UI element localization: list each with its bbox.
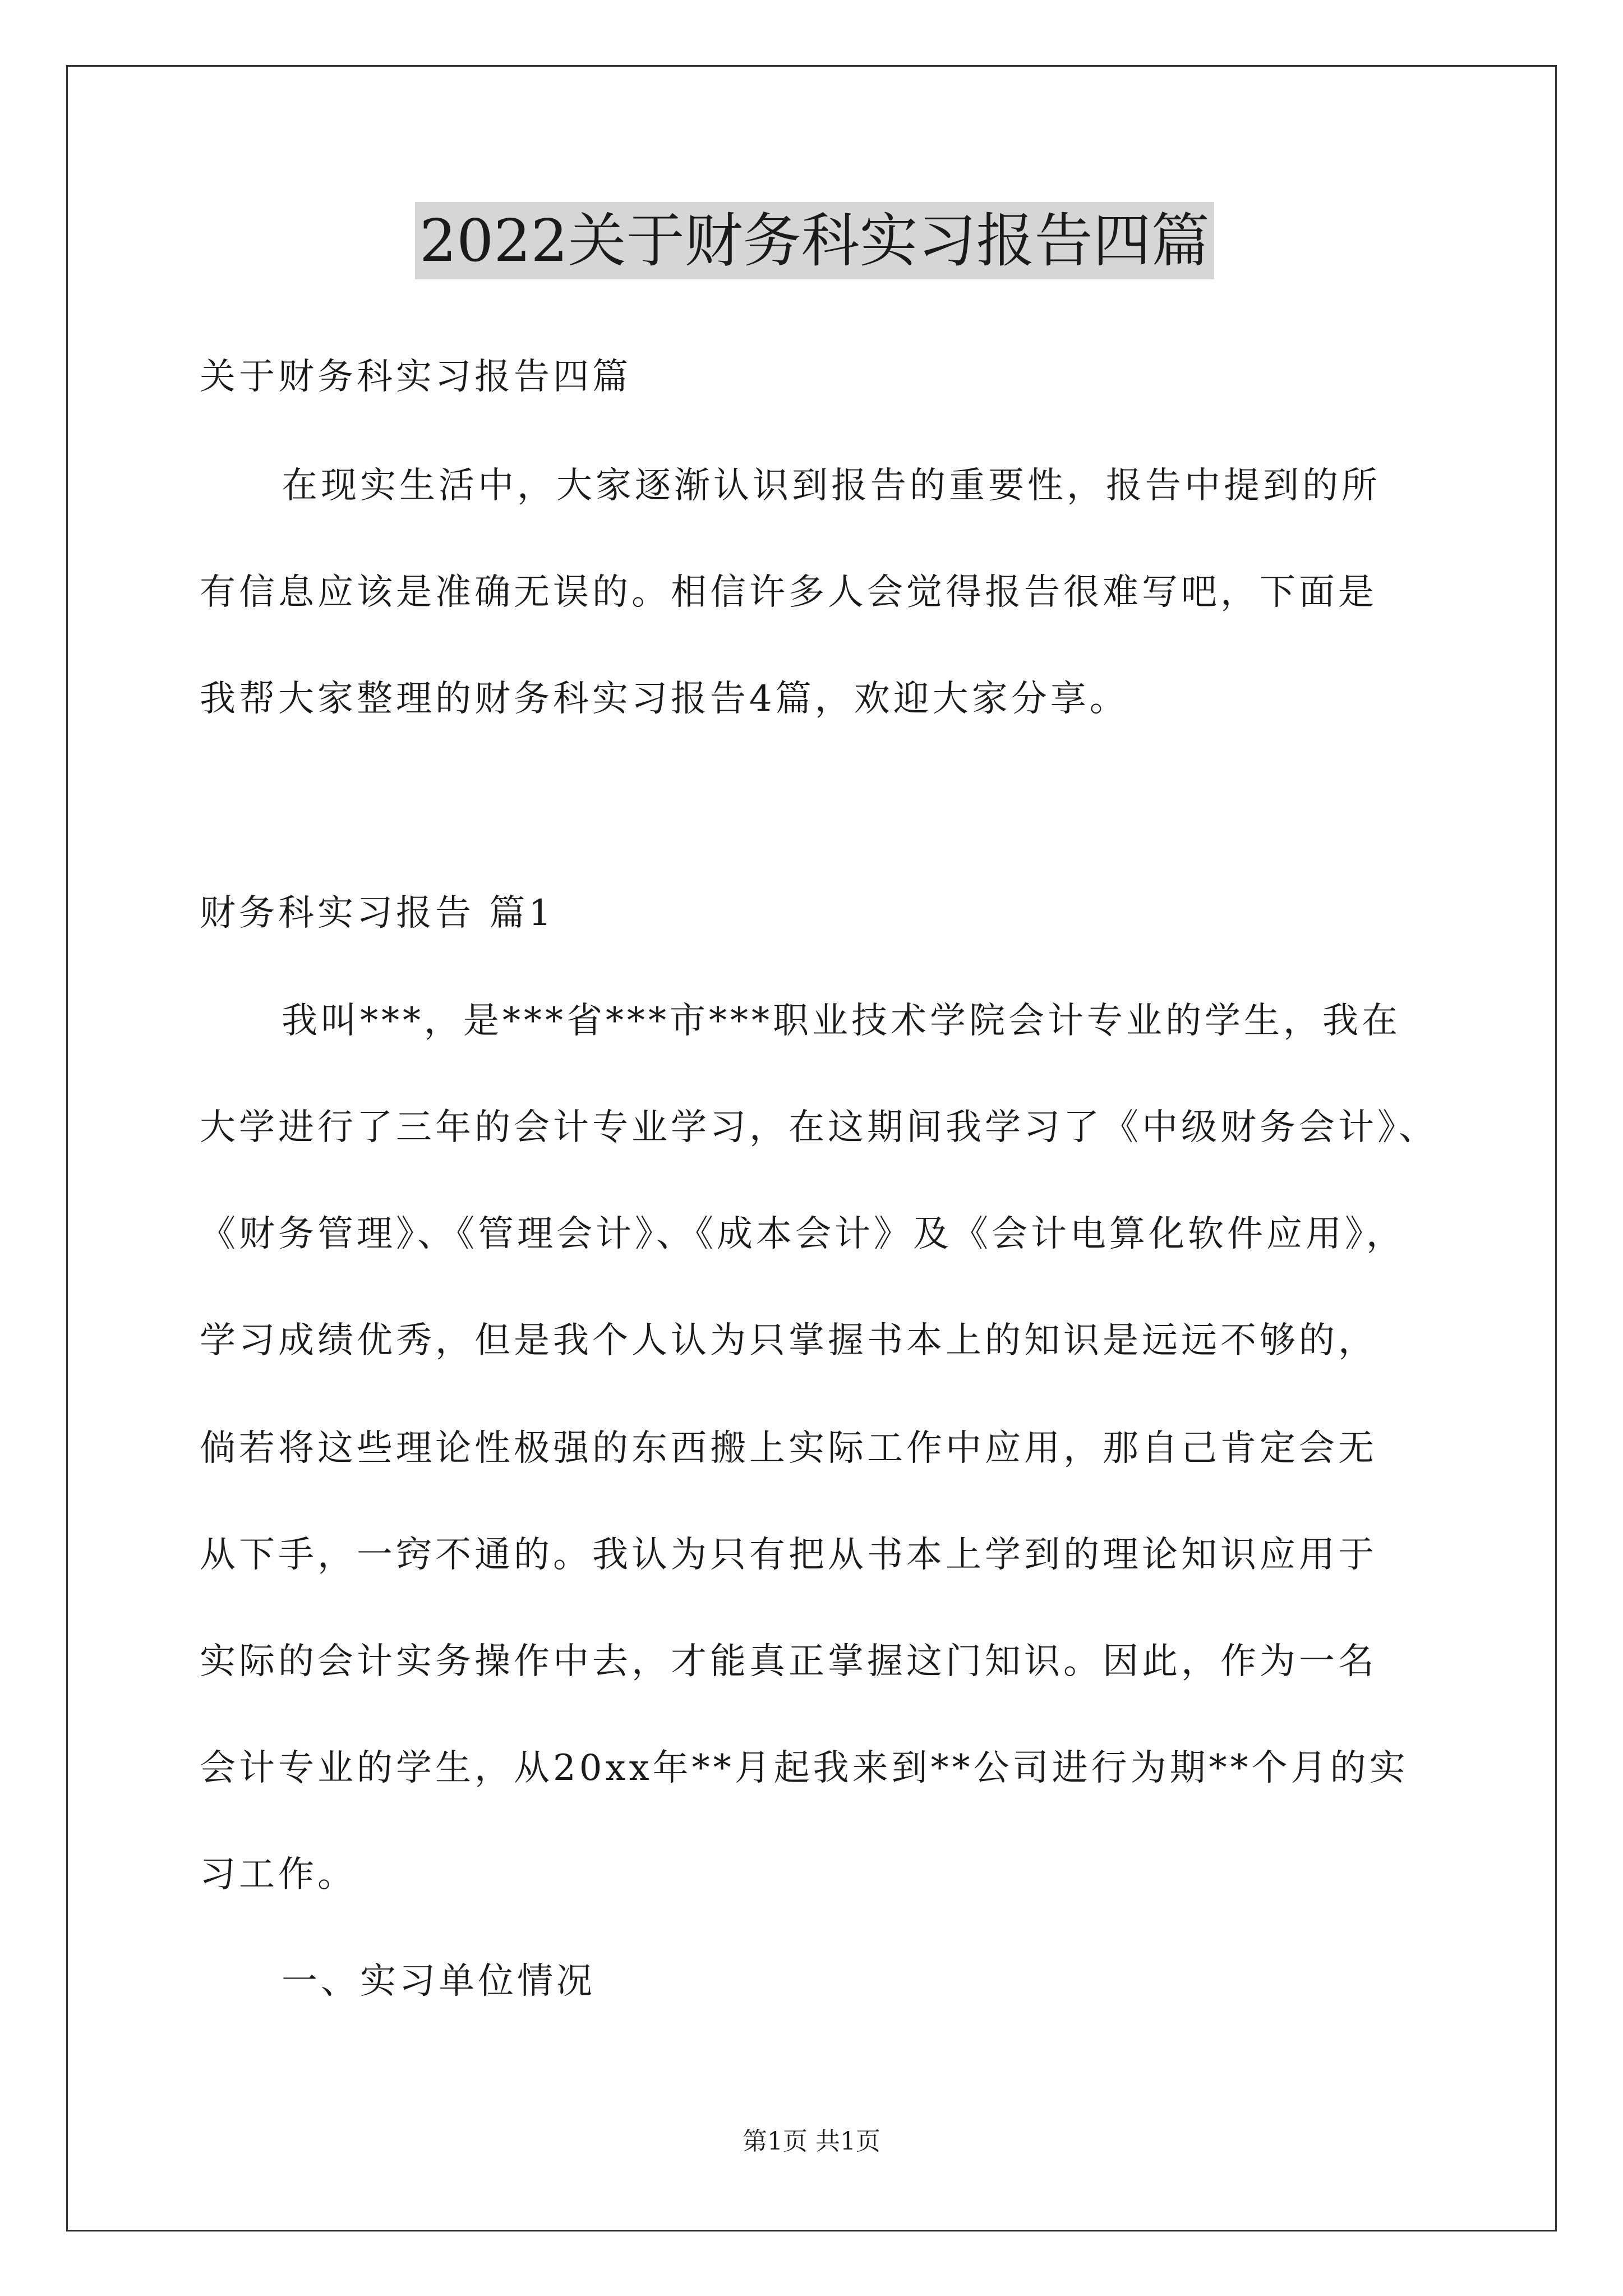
intro-line-2: 有信息应该是准确无误的。相信许多人会觉得报告很难写吧，下面是	[200, 572, 1377, 613]
document-title: 2022关于财务科实习报告四篇	[415, 202, 1214, 279]
section-heading: 财务科实习报告 篇1	[200, 892, 555, 934]
body-line-2: 大学进行了三年的会计专业学习，在这期间我学习了《中级财务会计》、	[200, 1107, 1438, 1148]
intro-line-1: 在现实生活中，大家逐渐认识到报告的重要性，报告中提到的所	[282, 465, 1381, 507]
intro-line-3: 我帮大家整理的财务科实习报告4篇，欢迎大家分享。	[200, 678, 1129, 720]
page-footer: 第1页 共1页	[743, 2127, 880, 2156]
body-line-7: 实际的会计实务操作中去，才能真正掌握这门知识。因此，作为一名	[200, 1641, 1377, 1682]
body-line-3: 《财务管理》、《管理会计》、《成本会计》及《会计电算化软件应用》，	[200, 1213, 1405, 1255]
body-line-8: 会计专业的学生，从20xx年**月起我来到**公司进行为期**个月的实	[200, 1747, 1409, 1789]
body-line-5: 倘若将这些理论性极强的东西搬上实际工作中应用，那自己肯定会无	[200, 1428, 1377, 1469]
body-line-9: 习工作。	[200, 1854, 357, 1895]
document-subtitle: 关于财务科实习报告四篇	[200, 356, 631, 398]
body-line-6: 从下手，一窍不通的。我认为只有把从书本上学到的理论知识应用于	[200, 1534, 1377, 1576]
body-line-1: 我叫***，是***省***市***职业技术学院会计专业的学生，我在	[282, 1000, 1401, 1042]
subheading: 一、实习单位情况	[282, 1961, 596, 2002]
body-line-4: 学习成绩优秀，但是我个人认为只掌握书本上的知识是远远不够的，	[200, 1320, 1377, 1361]
